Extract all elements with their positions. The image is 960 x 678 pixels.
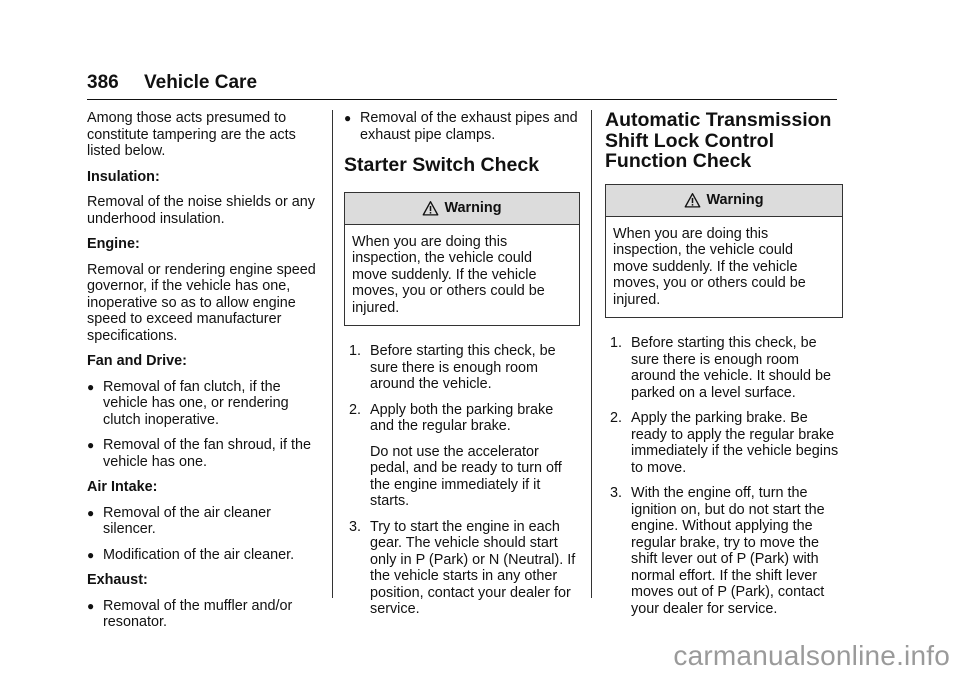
bullet-dot-icon: ● bbox=[87, 505, 95, 520]
bullet-dot-icon: ● bbox=[87, 547, 95, 562]
header-rule bbox=[87, 99, 837, 100]
bullet-dot-icon: ● bbox=[87, 598, 95, 613]
list-item: ● Removal of the muffler and/or resonator. bbox=[87, 597, 293, 630]
column-right bbox=[605, 110, 843, 626]
engine-text: Removal or rendering engine speed governor, if the vehicle has one, inoperative so as to allow engine speed to exceed manufacturer specifications. bbox=[87, 261, 316, 344]
step-list bbox=[605, 335, 843, 617]
step-note: Do not use the accelerator pedal, and be ready to turn off the engine immediately if it starts. bbox=[370, 443, 562, 509]
watermark: carmanualsonline.info bbox=[673, 640, 950, 671]
step-list bbox=[344, 343, 580, 618]
warning-text: When you are doing this inspection, the vehicle could move suddenly. If the vehicle moves, you or others could be injured. bbox=[613, 225, 806, 308]
list-item: 1. Before starting this check, be sure there is enough room around the vehicle. It should be parked on a level surface. bbox=[610, 335, 832, 401]
warning-box bbox=[344, 192, 580, 327]
bullet-dot-icon: ● bbox=[87, 379, 95, 394]
warning-label: Warning bbox=[444, 199, 502, 216]
list-item: ● Removal of fan clutch, if the vehicle has one, or rendering clutch inoperative. bbox=[87, 378, 289, 428]
column-left bbox=[87, 110, 322, 640]
warning-triangle-icon bbox=[422, 200, 439, 217]
list-item: 3. Try to start the engine in each gear. The vehicle should start only in P (Park) or N (Neutral). If the vehicle starts in any other position, contact your dealer for service. bbox=[349, 518, 576, 617]
warning-header bbox=[345, 193, 579, 225]
air-intake-heading: Air Intake: bbox=[87, 479, 158, 495]
page-number: 386 bbox=[87, 72, 119, 93]
section-title: Vehicle Care bbox=[144, 72, 258, 93]
list-item: 3. With the engine off, turn the ignition on, but do not start the engine. Without applying the regular brake, try to move the shift lever out of P (Park) with normal effort. If the shift lever moves out of P (Park), contact your dealer for service. bbox=[610, 485, 825, 617]
list-item: ● Removal of the fan shroud, if the vehicle has one. bbox=[87, 437, 311, 470]
list-item: 1. Before starting this check, be sure there is enough room around the vehicle. bbox=[349, 343, 556, 392]
bullet-dot-icon: ● bbox=[87, 438, 95, 452]
warning-box bbox=[605, 184, 843, 319]
insulation-heading: Insulation: bbox=[87, 168, 160, 185]
list-item: 2. Apply both the parking brake and the regular brake. Do not use the accelerator pedal, and be ready to turn off the engine immediately if it starts. bbox=[344, 402, 580, 510]
exhaust-heading: Exhaust: bbox=[87, 572, 148, 588]
column-divider bbox=[591, 110, 592, 598]
warning-header bbox=[606, 185, 842, 217]
list-item: ● Removal of the exhaust pipes and exhaust pipe clamps. bbox=[344, 110, 578, 143]
starter-switch-heading: Starter Switch Check bbox=[344, 154, 540, 176]
column-divider bbox=[332, 110, 333, 598]
list-item: ● Removal of the air cleaner silencer. bbox=[87, 504, 271, 537]
engine-heading: Engine: bbox=[87, 236, 140, 252]
warning-text: When you are doing this inspection, the vehicle could move suddenly. If the vehicle moves, you or others could be injured. bbox=[352, 233, 545, 316]
insulation-text: Removal of the noise shields or any underhood insulation. bbox=[87, 194, 315, 227]
warning-triangle-icon bbox=[684, 192, 701, 209]
bullet-dot-icon: ● bbox=[344, 111, 352, 125]
intro-paragraph: Among those acts presumed to constitute tampering are the acts listed below. bbox=[87, 110, 296, 159]
shift-lock-heading: Automatic Transmission Shift Lock Control Function Check bbox=[605, 109, 832, 172]
warning-label: Warning bbox=[706, 191, 764, 208]
list-item: 2. Apply the parking brake. Be ready to apply the regular brake immediately if the vehicle begins to move. bbox=[610, 410, 839, 476]
column-middle bbox=[344, 110, 580, 627]
list-item: ● Modification of the air cleaner. bbox=[87, 546, 295, 563]
fan-heading: Fan and Drive: bbox=[87, 353, 187, 369]
page-header bbox=[87, 70, 837, 100]
